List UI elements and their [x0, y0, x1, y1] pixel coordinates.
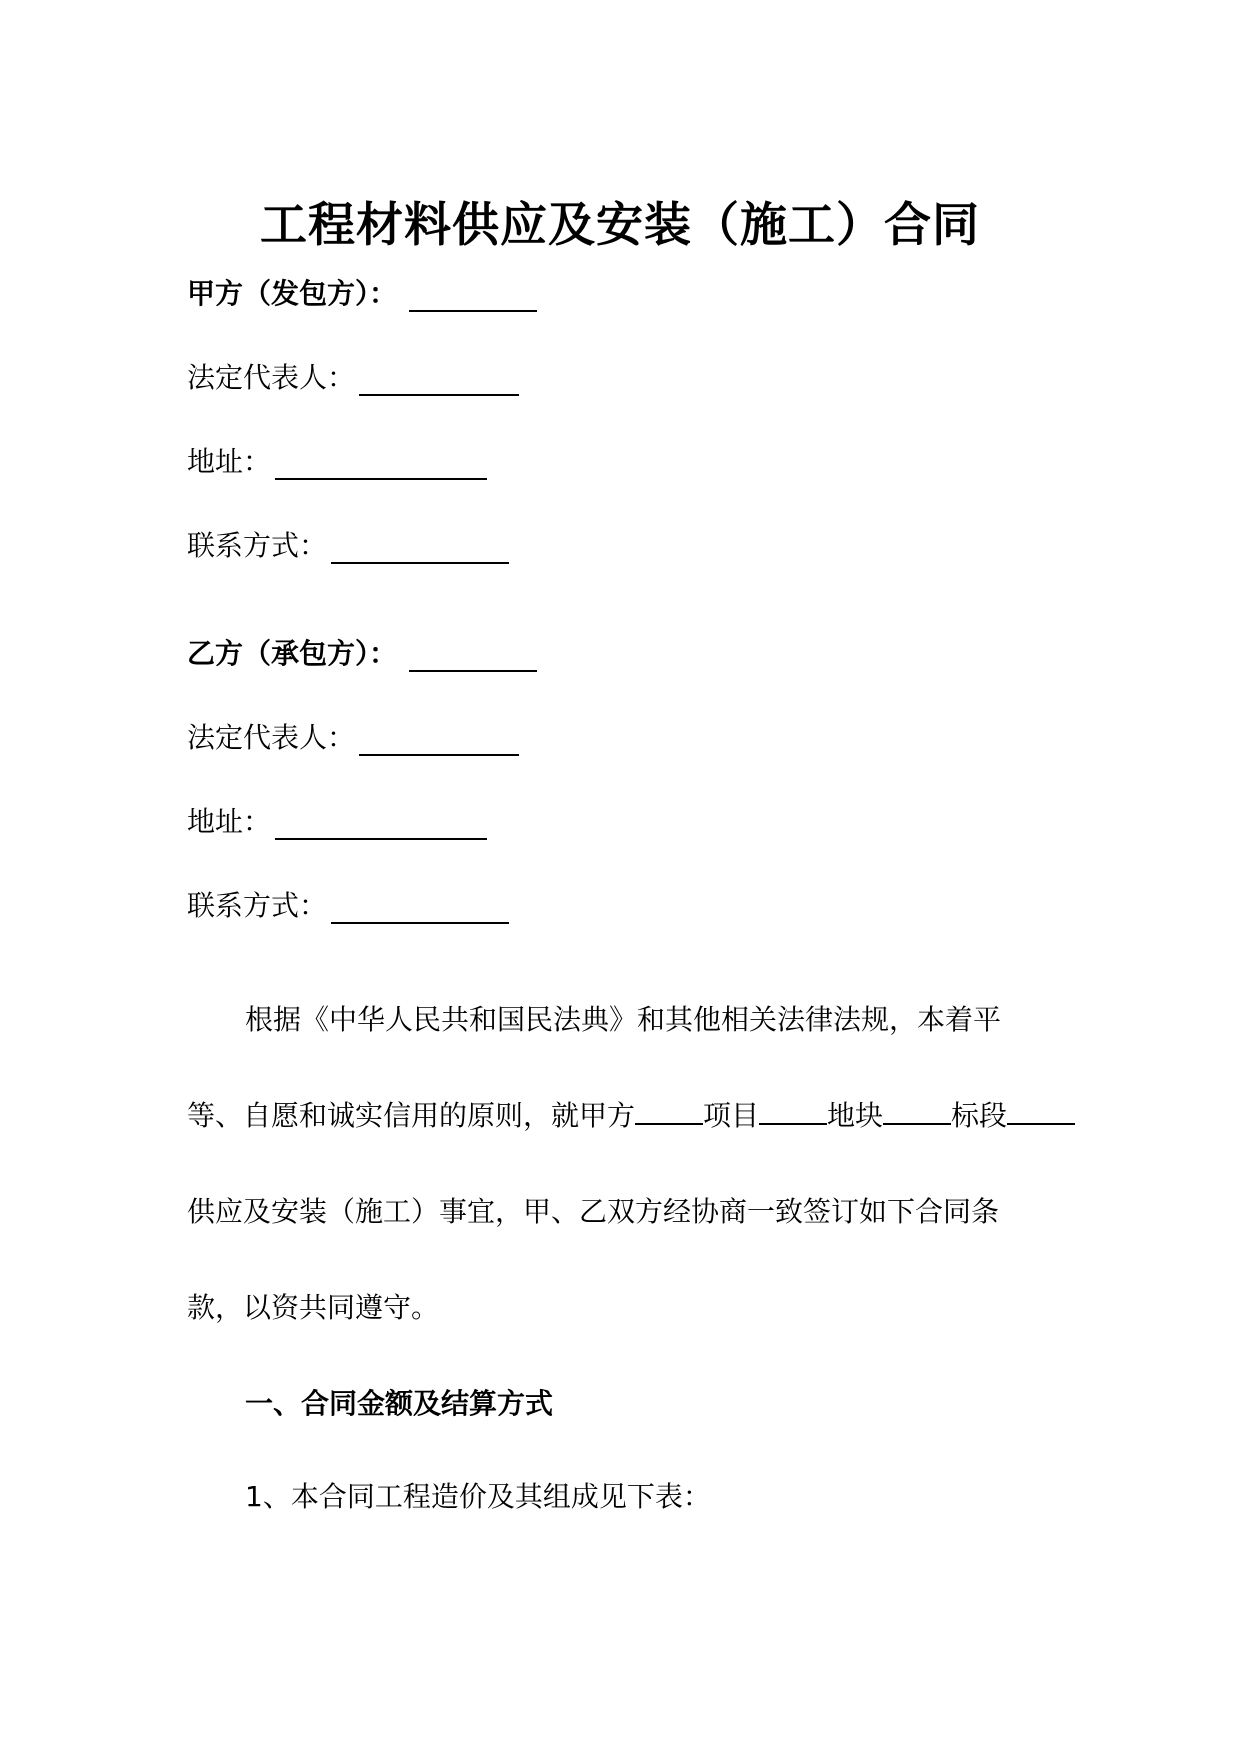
preamble-line-3: 供应及安装（施工）事宜，甲、乙双方经协商一致签订如下合同条 — [187, 1195, 1000, 1228]
party-b-blank[interactable] — [409, 642, 537, 672]
party-b-contact-label: 联系方式： — [187, 889, 328, 922]
plot-blank[interactable] — [759, 1097, 827, 1125]
project-blank[interactable] — [635, 1097, 703, 1125]
section-1-heading: 一、合同金额及结算方式 — [245, 1387, 554, 1420]
party-a-contact-label: 联系方式： — [187, 529, 328, 562]
contract-title: 工程材料供应及安装（施工）合同 — [260, 198, 980, 253]
preamble-line-2-text-b: 项目 — [703, 1099, 760, 1132]
party-a-rep-label: 法定代表人： — [187, 361, 356, 394]
party-b-label: 乙方（承包方）： — [187, 637, 398, 670]
party-a-address-field — [187, 440, 487, 480]
party-a-rep-blank[interactable] — [359, 366, 519, 396]
preamble-line-1: 根据《中华人民共和国民法典》和其他相关法律法规，本着平 — [245, 1003, 1002, 1036]
party-b-address-field — [187, 800, 487, 840]
section-blank[interactable] — [883, 1097, 951, 1125]
party-a-contact-field — [187, 524, 509, 564]
party-b-rep-label: 法定代表人： — [187, 721, 356, 754]
preamble-line-2-text-d: 标段 — [951, 1099, 1008, 1132]
party-b-rep-blank[interactable] — [359, 726, 519, 756]
party-a-contact-blank[interactable] — [331, 534, 509, 564]
party-a-rep-field — [187, 356, 519, 396]
party-a-address-label: 地址： — [187, 445, 272, 478]
preamble-line-2 — [187, 1094, 1075, 1134]
item-blank[interactable] — [1007, 1097, 1075, 1125]
party-a-blank[interactable] — [409, 282, 537, 312]
party-b-contact-field — [187, 884, 509, 924]
party-b-contact-blank[interactable] — [331, 894, 509, 924]
party-b-address-label: 地址： — [187, 805, 272, 838]
party-a-label: 甲方（发包方）： — [187, 277, 398, 310]
preamble-line-2-text-a: 等、自愿和诚实信用的原则，就甲方 — [187, 1099, 636, 1132]
party-b-field — [187, 632, 537, 672]
party-b-address-blank[interactable] — [275, 810, 487, 840]
party-a-address-blank[interactable] — [275, 450, 487, 480]
party-b-rep-field — [187, 716, 519, 756]
preamble-line-2-text-c: 地块 — [827, 1099, 884, 1132]
preamble-line-4: 款，以资共同遵守。 — [187, 1291, 440, 1324]
section-1-item-1: 1、本合同工程造价及其组成见下表： — [245, 1480, 711, 1513]
party-a-field — [187, 272, 537, 312]
